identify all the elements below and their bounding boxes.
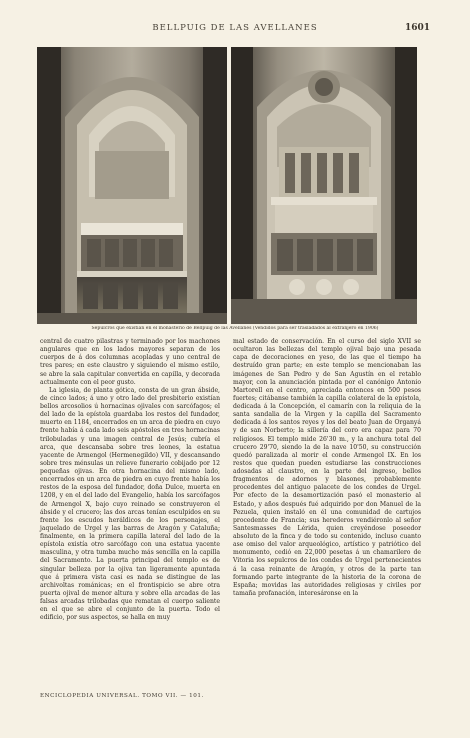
page-number: 1601: [404, 23, 430, 33]
paragraph: La iglesia, de planta gótica, consta de un gran ábside, de cinco lados; á uno y otro lado del presbiterio existían bellos arcosolios ú hornacinas ojivales con sarcófagos; el del lado de la epístola guardaba los restos del fundador, muerto en 1184, encerrados en un arca de piedra en cuyo frente había á cada lado seis apóstoles en tres hornacinas trilobuladas y una imagen central de Jesús; cubría el arca, que descansaba sobre tres leones, la estatua yacente de Armengol (Hermenegildo) VII, y descansando sobre tres ménsulas un relieve funerario cobijado por 12 pequeñas ojivas. En otra hornacina del mismo lado, encerrados en un arca de piedra en cuyo frente había los restos de la esposa del fundador, doña Dulce, muerta en 1208, y en el del lado del Evangelio, había los sarcófagos de Armengol X, bajo cuyo reinado se construyeron el ábside y el crucero; las dos arcas tenían esculpidos en su frente los escudos heráldicos de los personajes, el jaquelado de Urgel y las barras de Aragón y Cataluña; finalmente, en la primera capilla lateral del lado de la epístola existía otro sarcófago con una estatua yacente masculina, y otra tumba mucho más sencilla en la capilla del Sacramento. La puerta principal del templo es de singular belleza por la ojiva tan ligeramente apuntada que á primera vista casi es nada se distingue de las archivoltas románicas; en el frontispicio se abre otra puerta ojival de menor altura y sobre ella arcadas de las falsas arcadas trilobadas que rematan el cuerpo saliente en el que se abre el conjunto de la puerta. Todo el edificio, por sus aspectos, se halla en muy: [40, 386, 220, 622]
page-header: [40, 23, 430, 37]
figure-photographs: [37, 47, 417, 324]
figure-caption: Sepulcros que existían en el monasterio de Bellpuig de las Avellanes (Vendidos para ser trasladados al extranjero en 1906): [91, 326, 379, 331]
gothic-tomb-right-image: [231, 47, 417, 324]
paragraph: mal estado de conservación. En el curso del siglo XVII se ocultaron las bellezas del templo ojival bajo una pesada capa de decoraciones en yeso, de las que el tiempo ha destruído gran parte; en este templo se mencionaban las imágenes de San Pedro y de San Agustín en el retablo mayor, con la anunciación pintada por el canónigo Antonio Martorell en el centro, apreciada entonces en 500 pesos fuertes; citábanse también la capilla colateral de la epístola, dedicada á la Concepción, el camarín con la reliquia de la santa sandalia de la Virgen y la capilla del Sacramento dedicada á los santos reyes y los del beato Juan de Organyá y de san Norberto; la sillería del coro era capaz para 70 religiosos. El templo mide 26'30 m., y la anchura total del crucero 29'70, siendo la de la nave 10'50, su construcción quedó paralizada al morir el conde Armengol IX. En los restos que quedan pueden estudiarse las construcciones adosadas al claustro, en la parte del ingreso, bellos fragmentos de adornos y blasones, probablemente procedentes del antiguo palacete de los condes de Urgel. Por efecto de la desamortización pasó el monasterio al Estado, y años después fué adquirido por don Manuel de la Pezuela, quien instaló en él una comunidad de cartujos procedente de Francia; sus herederos vendiéronlo al señor Santesmasses de Lérida, quien creyéndose poseedor absoluto de la finca y de todo su contenido, incluso cuanto ase omiso del valor arqueológico, artístico y patriótico del monumento, cedió en 22,000 pesetas á un chamarilero de Vitoria los sepulcros de los condes de Urgel pertenecientes á la casa reinante de Aragón, y otros de la parte tan formando parte integrante de la historia de la corona de España; movidas las autoridades religiosas y civiles por tamaña profanación, interesáronse en la: [233, 338, 421, 597]
running-title: BELLPUIG DE LAS AVELLANES: [152, 23, 318, 33]
tomb-photo-right: [231, 47, 417, 324]
gothic-tomb-left-image: [37, 47, 227, 324]
page-footer: ENCICLOPEDIA UNIVERSAL. TOMO VII. — 101.: [40, 693, 204, 699]
tomb-photo-left: [37, 47, 227, 324]
text-column-right: [233, 338, 421, 598]
paragraph: central de cuatro pilastras y terminado por los machones angulares que en los lados mayores separan de los cuerpos de á dos columnas acopladas y uno central de tres pares; en este claustro y siguiendo el mismo estilo, se abre la sala capitular convertida en capilla, y decorada actualmente con el peor gusto.: [40, 338, 220, 386]
text-column-left: [40, 338, 220, 622]
